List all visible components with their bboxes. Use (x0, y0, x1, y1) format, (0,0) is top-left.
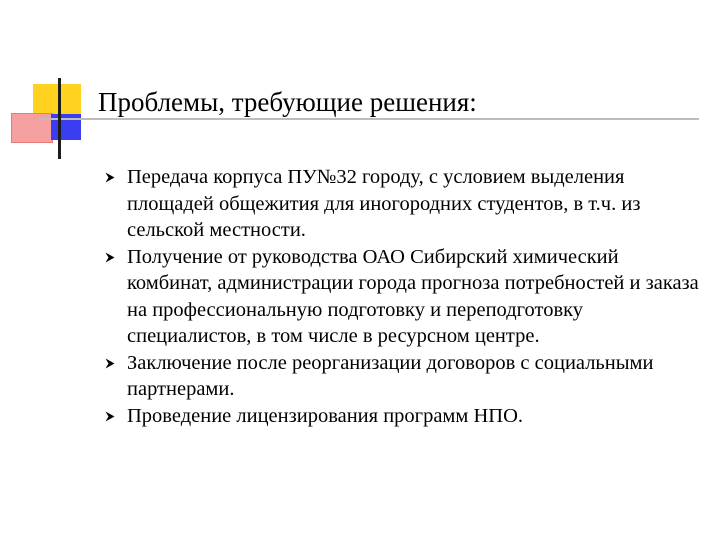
list-item (105, 350, 705, 403)
decor-vertical-line (58, 78, 61, 159)
bullet-list (105, 164, 705, 429)
arrowhead-bullet-icon (105, 411, 115, 422)
bullet-text: Заключение после реорганизации договоров с социальными партнерами. (127, 351, 654, 400)
arrowhead-bullet-icon (105, 172, 115, 183)
bullet-text: Передача корпуса ПУ№32 городу, с условием выделения площадей общежития для иногородних студентов, в т.ч. из сельской местности. (127, 166, 641, 241)
list-item (105, 403, 705, 430)
bullet-text: Проведение лицензирования программ НПО. (127, 404, 524, 427)
list-item (105, 244, 705, 350)
title-underline-divider (39, 118, 699, 120)
arrowhead-bullet-icon (105, 252, 115, 263)
slide-title: Проблемы, требующие решения: (98, 87, 477, 117)
arrowhead-bullet-icon (105, 358, 115, 369)
list-item (105, 164, 705, 244)
bullet-text: Получение от руководства ОАО Сибирский химический комбинат, администрации города прогноза потребностей и заказа на профессиональную подготовку и переподготовку специалистов, в том числе в ресурсном центре. (127, 245, 699, 347)
